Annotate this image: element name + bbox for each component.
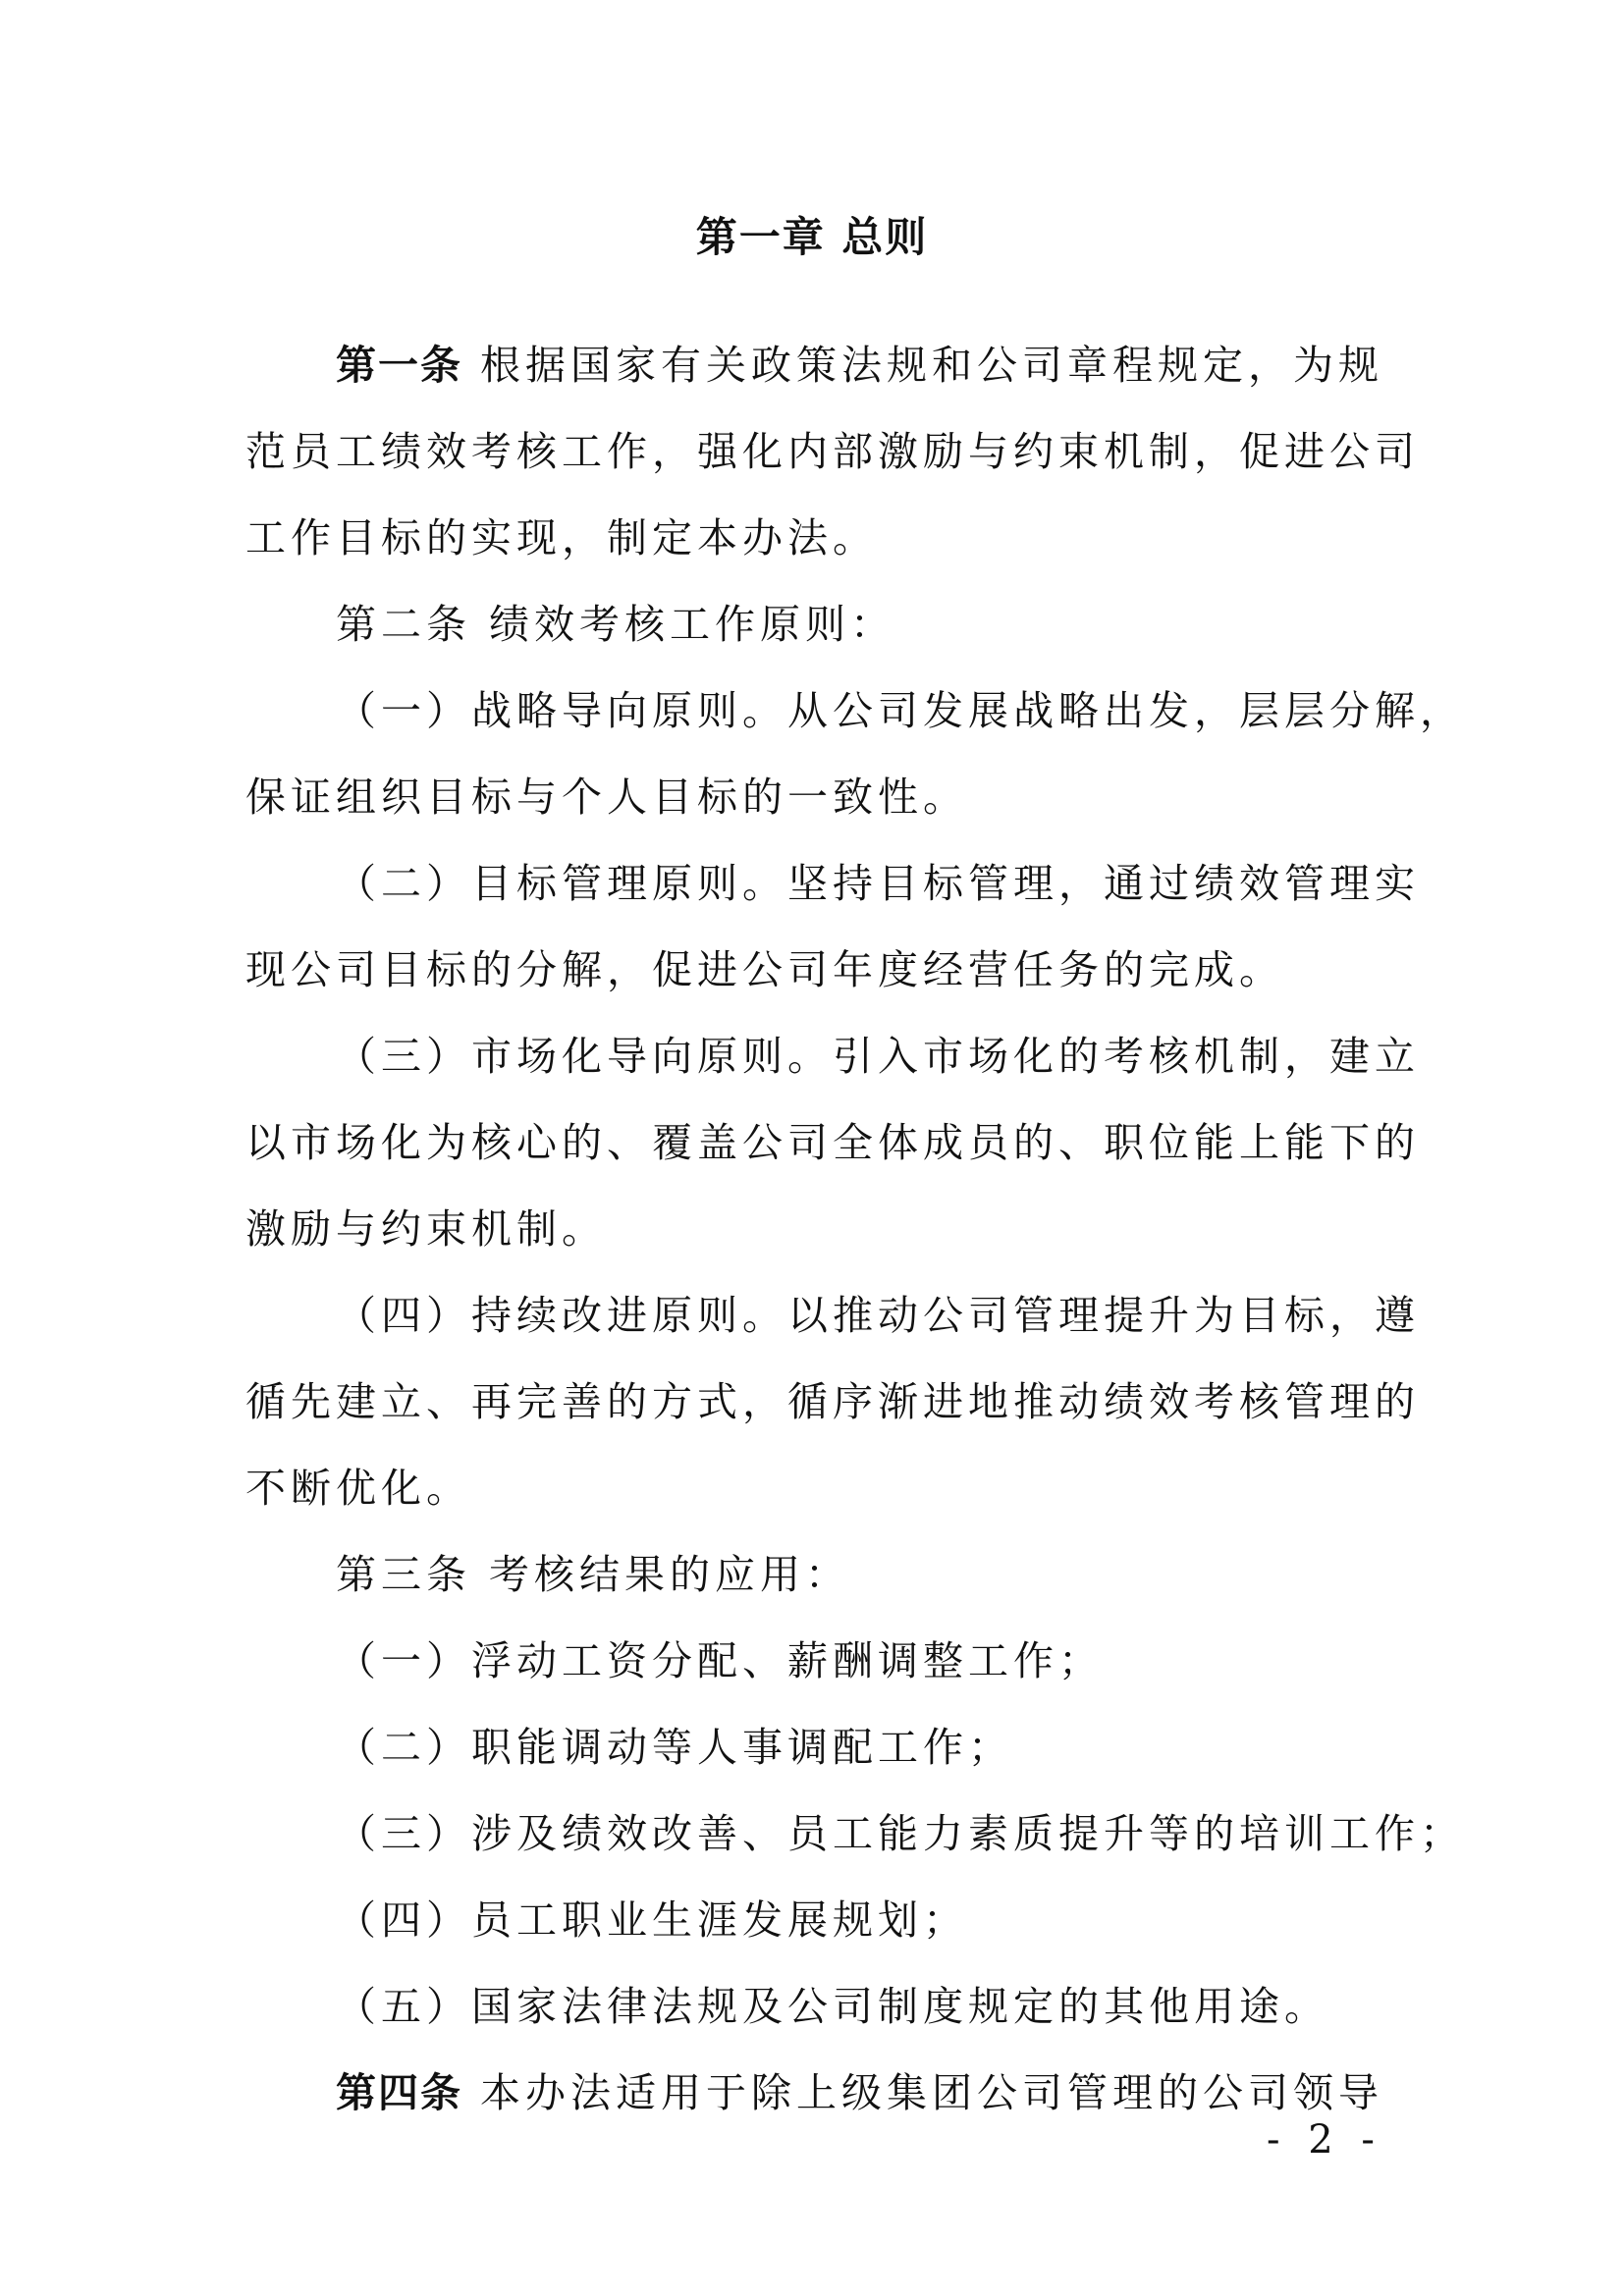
article-1-line-2: 范员工绩效考核工作，强化内部激励与约束机制，促进公司 bbox=[245, 428, 1420, 475]
article-2-item-2-line-1: （二）目标管理原则。坚持目标管理，通过绩效管理实 bbox=[336, 860, 1420, 907]
article-4-line-1 bbox=[336, 2063, 1384, 2122]
article-3-intro bbox=[336, 1545, 1384, 1604]
article-1-label: 第一条 bbox=[336, 342, 462, 389]
article-2-item-2-line-2: 现公司目标的分解，促进公司年度经营任务的完成。 bbox=[245, 946, 1284, 993]
article-2-intro-text: 绩效考核工作原则： bbox=[489, 601, 896, 648]
article-1-line-1 bbox=[336, 336, 1384, 395]
page-number: - 2 - bbox=[1267, 2117, 1382, 2163]
article-2-item-1-line-1: （一）战略导向原则。从公司发展战略出发，层层分解， bbox=[336, 687, 1465, 734]
article-2-label: 第二条 bbox=[336, 601, 471, 648]
article-2-item-3-line-2: 以市场化为核心的、覆盖公司全体成员的、职位能上能下的 bbox=[245, 1119, 1420, 1166]
article-3-item-4: （四）员工职业生涯发展规划； bbox=[336, 1896, 968, 1944]
article-2-item-3-line-1: （三）市场化导向原则。引入市场化的考核机制，建立 bbox=[336, 1033, 1420, 1080]
article-3-item-1: （一）浮动工资分配、薪酬调整工作； bbox=[336, 1637, 1104, 1684]
article-2-item-4-line-1: （四）持续改进原则。以推动公司管理提升为目标，遵 bbox=[336, 1292, 1420, 1339]
chapter-title: 第一章 总则 bbox=[695, 213, 929, 261]
article-2-item-4-line-2: 循先建立、再完善的方式，循序渐进地推动绩效考核管理的 bbox=[245, 1378, 1420, 1425]
article-3-item-5: （五）国家法律法规及公司制度规定的其他用途。 bbox=[336, 1983, 1329, 2030]
article-3-item-3: （三）涉及绩效改善、员工能力素质提升等的培训工作； bbox=[336, 1810, 1465, 1857]
article-1-text: 根据国家有关政策法规和公司章程规定，为规 bbox=[480, 342, 1384, 389]
article-3-intro-text: 考核结果的应用： bbox=[489, 1551, 851, 1598]
article-2-item-3-line-3: 激励与约束机制。 bbox=[245, 1205, 607, 1253]
article-2-item-1-line-2: 保证组织目标与个人目标的一致性。 bbox=[245, 774, 968, 821]
article-1-line-3: 工作目标的实现，制定本办法。 bbox=[245, 514, 878, 561]
article-3-label: 第三条 bbox=[336, 1551, 471, 1598]
article-4-text: 本办法适用于除上级集团公司管理的公司领导 bbox=[480, 2069, 1384, 2116]
article-4-label: 第四条 bbox=[336, 2069, 462, 2116]
article-2-intro bbox=[336, 595, 1384, 654]
article-3-item-2: （二）职能调动等人事调配工作； bbox=[336, 1724, 1013, 1771]
article-2-item-4-line-3: 不断优化。 bbox=[245, 1465, 471, 1512]
